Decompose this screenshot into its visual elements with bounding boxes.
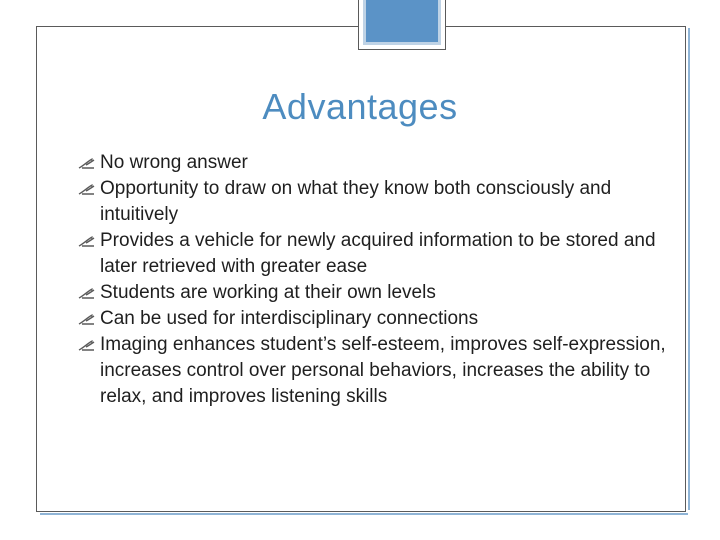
bullet-item: [78, 228, 678, 280]
feather-scroll-icon: [78, 339, 96, 353]
bullet-item: [78, 332, 678, 410]
decorative-top-tab-fill: [363, 0, 441, 45]
bullet-text: No wrong answer: [100, 152, 248, 173]
feather-scroll-icon: [78, 235, 96, 249]
bullet-text: Imaging enhances student’s self-esteem, improves self-expression, increases control over personal behaviors, increases the ability to relax, and improves listening skills: [100, 334, 666, 407]
decorative-top-tab: [358, 0, 446, 50]
bullet-item: [78, 306, 678, 332]
feather-scroll-icon: [78, 313, 96, 327]
slide-title: Advantages: [262, 86, 458, 127]
bullet-item: [78, 176, 678, 228]
feather-scroll-icon: [78, 157, 96, 171]
bullet-text: Opportunity to draw on what they know both consciously and intuitively: [100, 178, 612, 225]
bullet-text: Students are working at their own levels: [100, 282, 436, 303]
bullet-text: Can be used for interdisciplinary connections: [100, 308, 479, 329]
bullet-item: [78, 280, 678, 306]
bullet-list: [78, 150, 678, 410]
feather-scroll-icon: [78, 183, 96, 197]
bullet-text: Provides a vehicle for newly acquired information to be stored and later retrieved with greater ease: [100, 230, 656, 277]
frame-accent-bottom: [40, 513, 688, 515]
feather-scroll-icon: [78, 287, 96, 301]
bullet-item: [78, 150, 678, 176]
